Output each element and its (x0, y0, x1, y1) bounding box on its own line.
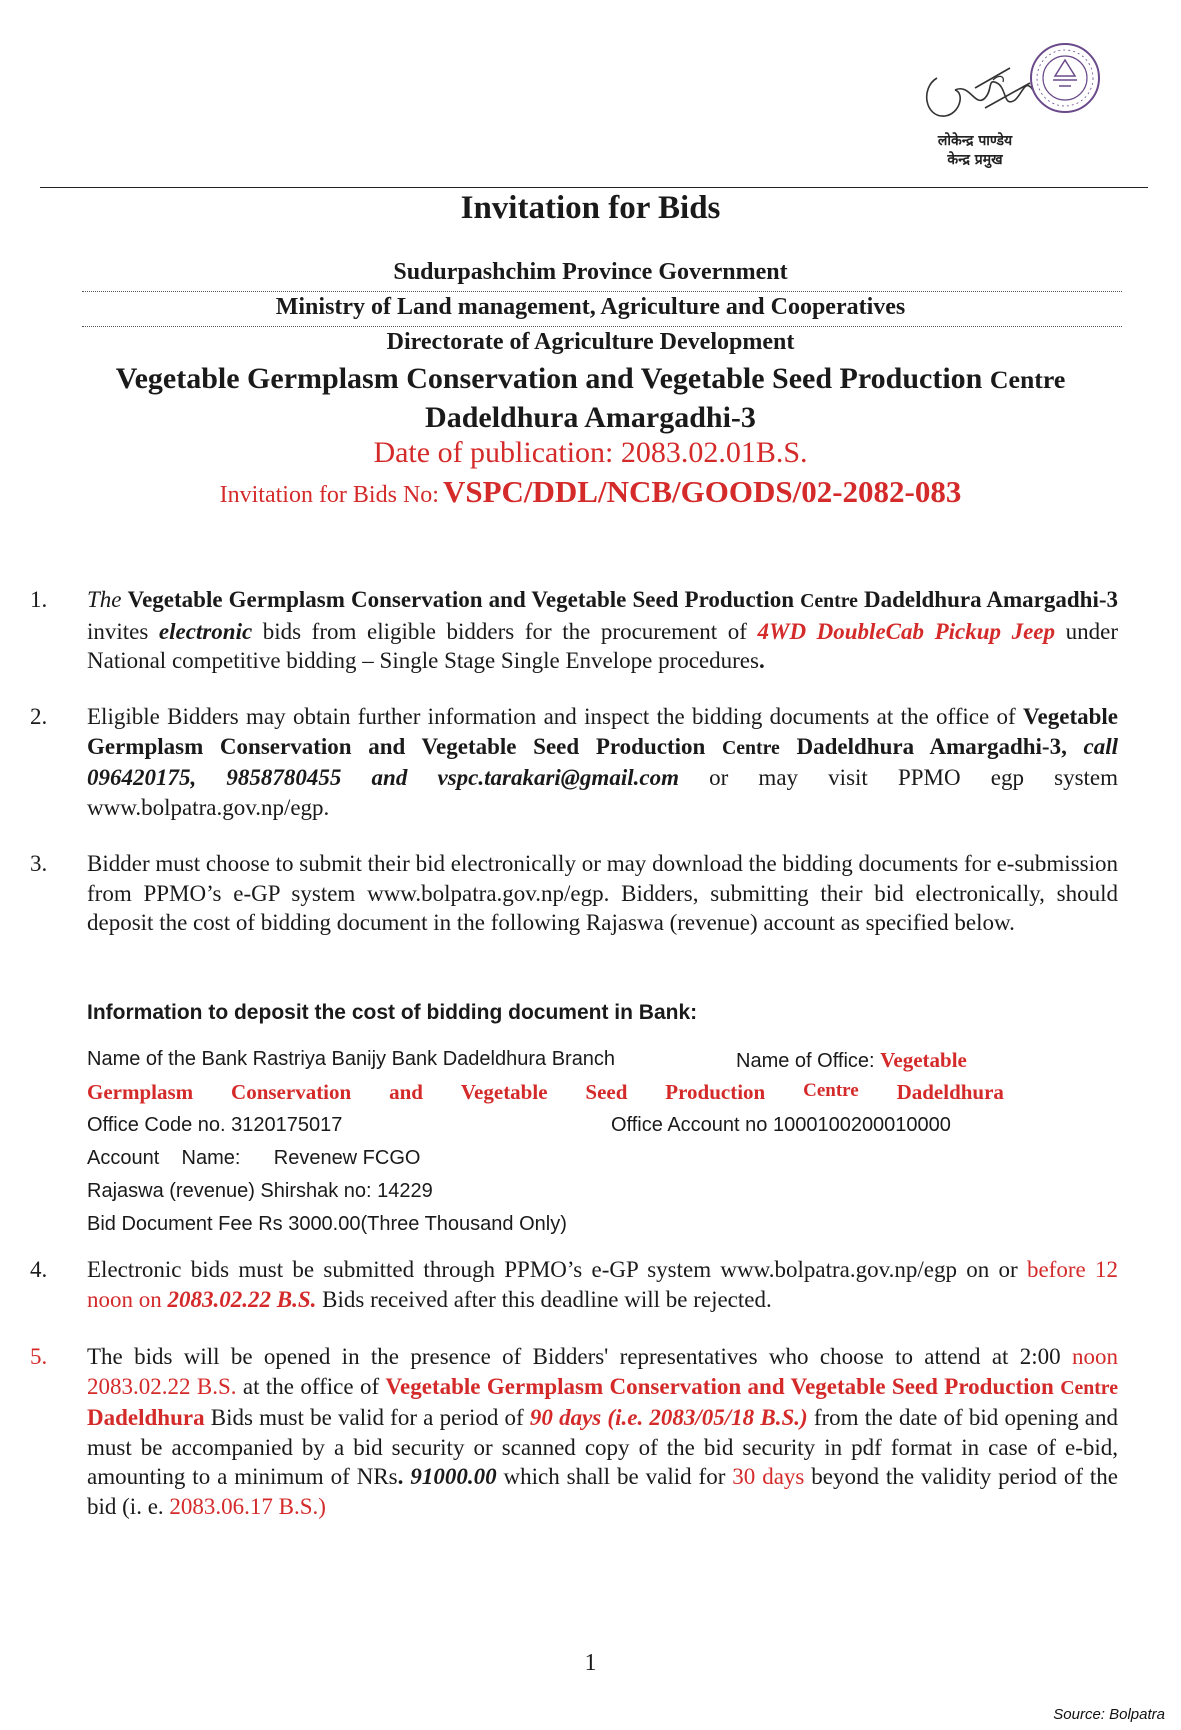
document-title: Invitation for Bids (460, 190, 721, 226)
contact-info: call 096420175, 9858780455 and vspc.tarakari@gmail.com (87, 733, 1118, 790)
bid-validity: 90 days (i.e. 2083/05/18 B.S.) (529, 1405, 808, 1430)
org-line-directorate: Directorate of Agriculture Development (386, 329, 795, 355)
procurement-item: 4WD DoubleCab Pickup Jeep (757, 618, 1056, 644)
opening-date: noon 2083.02.22 B.S. (87, 1344, 1118, 1399)
header-divider (40, 187, 1148, 188)
account-name: Account Name: Revenew FCGO (87, 1147, 421, 1169)
centre-location: Dadeldhura Amargadhi-3 (425, 401, 756, 434)
rajaswa-shirshak: Rajaswa (revenue) Shirshak no: 14229 (87, 1180, 433, 1202)
office-account: Office Account no 1000100200010000 (611, 1114, 951, 1136)
bid-document-fee: Bid Document Fee Rs 3000.00(Three Thousand Only) (87, 1213, 567, 1235)
list-number: 3. (30, 851, 48, 876)
signatory-title-line: केन्द्र प्रमुख (947, 152, 1003, 168)
centre-name (0, 360, 1181, 437)
submission-deadline: 2083.02.22 B.S. (167, 1286, 317, 1312)
official-seal-icon (1025, 38, 1105, 118)
list-item-1: 1. The Vegetable Germplasm Conservation and Vegetable Seed Production Centre Dadeldhura Amargadhi-3 invites electronic bids from eligible bidders for the procurement of 4WD DoubleCab Pickup Jeep under National competitive bidding – Single Stage Single Envelope procedures. (30, 587, 1119, 673)
ifb-number: VSPC/DDL/NCB/GOODS/02-2082-083 (442, 474, 962, 509)
centre-word: Centre (989, 365, 1066, 394)
list-item-3: 3. Bidder must choose to submit their bid electronically or may download the bidding documents for e-submission from PPMO’s e-GP system www.bolpatra.gov.np/egp. Bidders, submitting their bid electronically, should deposit the cost of bidding document in the following Rajaswa (revenue) account as specified below. (30, 851, 1118, 935)
office-code: Office Code no. 3120175017 (87, 1114, 343, 1136)
list-number: 1. (30, 587, 48, 612)
office-name-label: Name of Office: Vegetable (736, 1048, 967, 1072)
office-name-value: Germplasm Conservation and Vegetable Seed Production Centre Dadeldhura (87, 1080, 1004, 1104)
list-number: 2. (30, 704, 48, 729)
org-line-province: Sudurpashchim Province Government (393, 259, 788, 285)
bank-name: Name of the Bank Rastriya Banijy Bank Dadeldhura Branch (87, 1048, 616, 1070)
ifb-number-line (0, 474, 1181, 510)
bank-info-heading: Information to deposit the cost of bidding document in Bank: (87, 1001, 698, 1024)
bid-security-amount: 91000.00 (410, 1464, 497, 1489)
centre-name-main: Vegetable Germplasm Conservation and Vegetable Seed Production (115, 362, 983, 395)
dotted-divider (82, 291, 1122, 292)
list-item-5: 5. The bids will be opened in the presence of Bidders' representatives who choose to attend at 2:00 noon 2083.02.22 B.S. at the office of Vegetable Germplasm Conservation and Vegetable Seed Production Centre Dadeldhura Bids must be valid for a period of 90 days (i.e. 2083/05/18 B.S.) from the date of bid opening and must be accompanied by a bid security or scanned copy of the bid security in pdf format in case of e-bid, amounting to a minimum of NRs. 91000.00 which shall be valid for 30 days beyond the validity period of the bid (i. e. 2083.06.17 B.S.) (30, 1344, 1119, 1519)
publication-date: Date of publication: 2083.02.01B.S. (373, 436, 808, 469)
ifb-label: Invitation for Bids No: (219, 482, 439, 508)
org-line-ministry: Ministry of Land management, Agriculture and Cooperatives (275, 294, 906, 320)
signatory-name (925, 132, 1025, 170)
list-item-2: 2. Eligible Bidders may obtain further information and inspect the bidding documents at the office of Vegetable Germplasm Conservation and Vegetable Seed Production Centre Dadeldhura Amargadhi-3, call 096420175, 9858780455 and vspc.tarakari@gmail.com or may visit PPMO egp system www.bolpatra.gov.np/egp. (30, 704, 1119, 820)
page-number: 1 (584, 1650, 597, 1676)
list-number: 5. (30, 1344, 48, 1369)
signatory-name-line: लोकेन्द्र पाण्डेय (937, 133, 1013, 149)
list-item-4: 4. Electronic bids must be submitted through PPMO’s e-GP system www.bolpatra.gov.np/egp on or before 12 noon on 2083.02.22 B.S. Bids received after this deadline will be rejected. (30, 1257, 1118, 1312)
source-note: Source: Bolpatra (1053, 1706, 1165, 1723)
dotted-divider (82, 326, 1122, 327)
list-number: 4. (30, 1257, 48, 1282)
